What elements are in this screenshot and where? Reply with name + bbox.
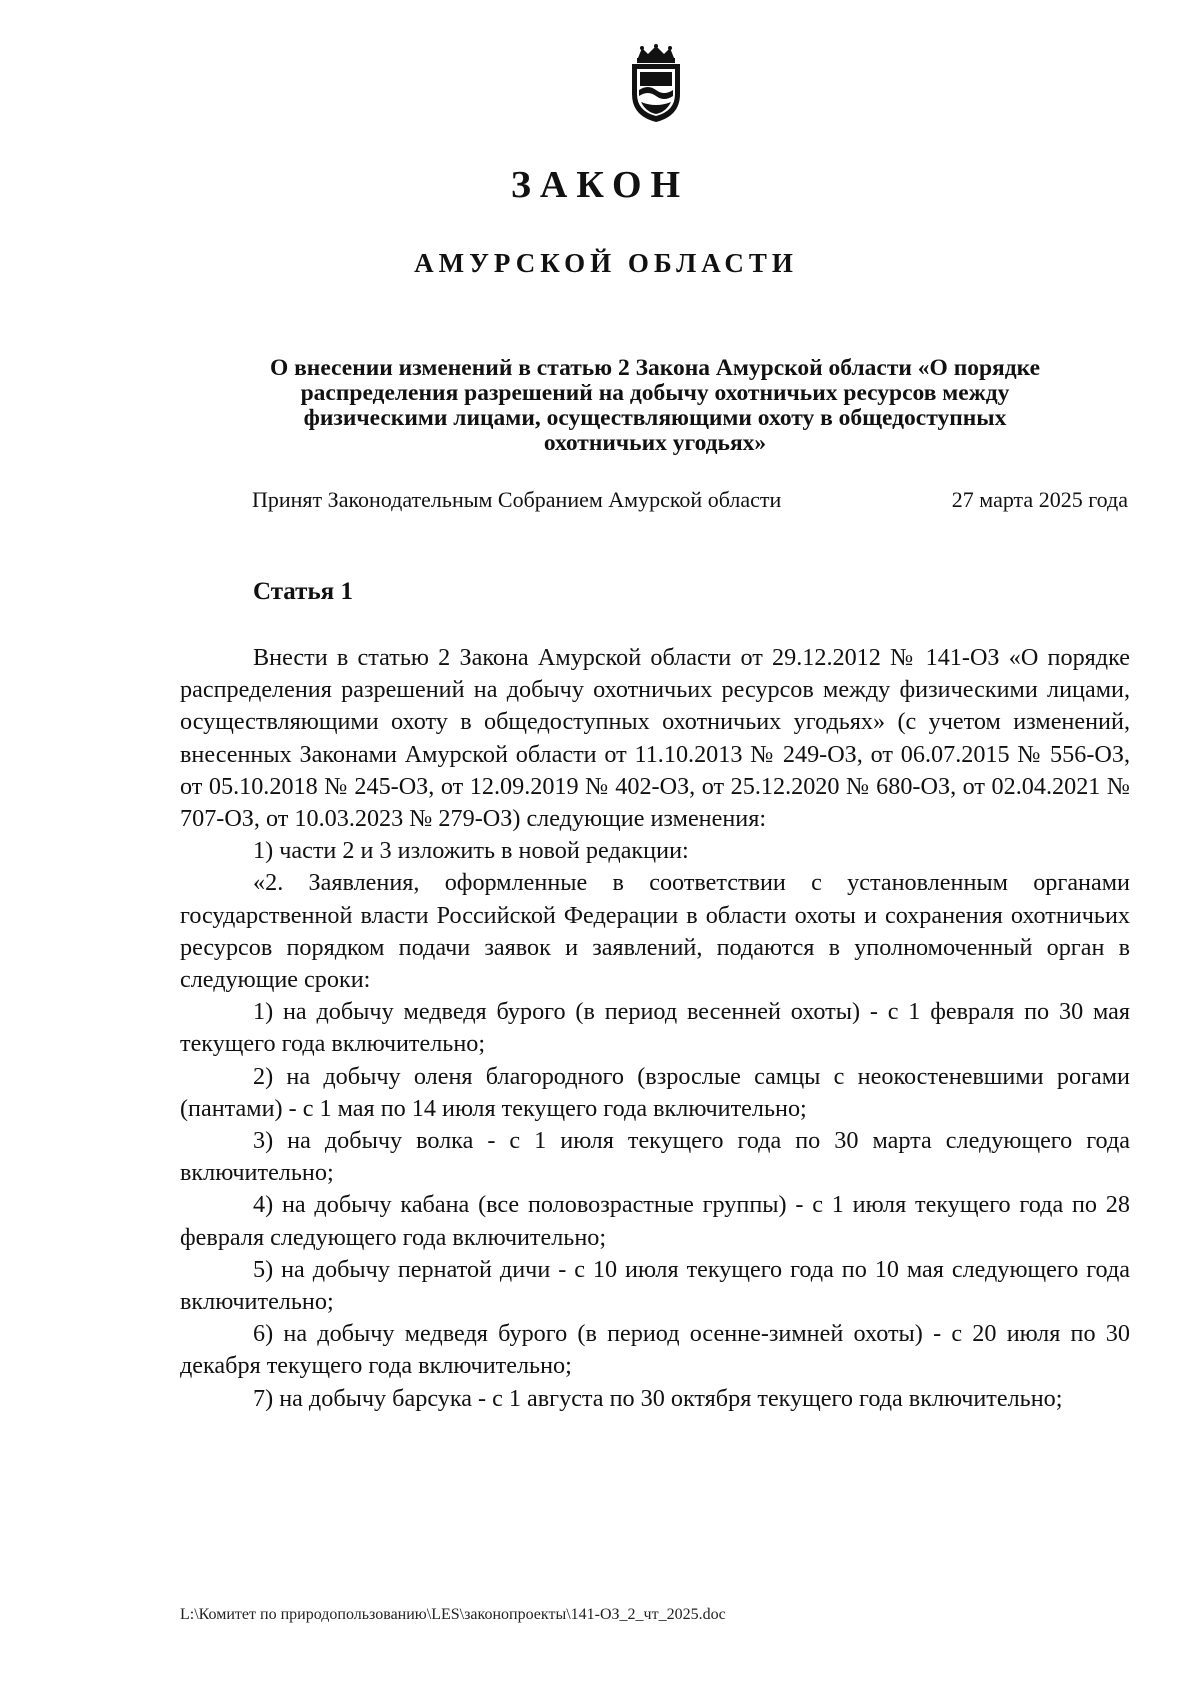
law-subject-line: О внесении изменений в статью 2 Закона Амурской области «О порядке — [269, 355, 1041, 381]
article-paragraph: Внести в статью 2 Закона Амурской области от 29.12.2012 № 141-ОЗ «О порядке распределения разрешений на добычу охотничьих ресурсов между физическими лицами, осуществляющими охоту в общедоступных охотничьих угодьях» (с учетом изменений, внесенных Законами Амурской области от 11.10.2013 № 249-ОЗ, от 06.07.2015 № 556-ОЗ, от 05.10.2018 № 245-ОЗ, от 12.09.2019 № 402-ОЗ, от 25.12.2020 № 680-ОЗ, от 02.04.2021 № 707-ОЗ, от 10.03.2023 № 279-ОЗ) следующие изменения: — [180, 644, 1130, 833]
region-title: АМУРСКОЙ ОБЛАСТИ — [414, 248, 798, 278]
article-paragraph: 6) на добычу медведя бурого (в период осенне-зимней охоты) - с 20 июля по 30 декабря текущего года включительно; — [180, 1320, 1130, 1380]
article-paragraph: 1) на добычу медведя бурого (в период весенней охоты) - с 1 февраля по 30 мая текущего года включительно; — [180, 998, 1130, 1058]
law-subject — [180, 356, 1130, 456]
article-paragraph: 2) на добычу оленя благородного (взрослые самцы с неокостеневшими рогами (пантами) - с 1 мая по 14 июля текущего года включительно; — [180, 1062, 1130, 1122]
article-paragraph: 5) на добычу пернатой дичи - с 10 июля текущего года по 10 мая следующего года включительно; — [180, 1255, 1130, 1316]
article-paragraph: 1) части 2 и 3 изложить в новой редакции: — [253, 837, 689, 865]
law-subject-line: распределения разрешений на добычу охотничьих ресурсов между — [300, 380, 1010, 406]
article-paragraph: 4) на добычу кабана (все половозрастные группы) - с 1 июля текущего года по 28 февраля следующего года включительно; — [180, 1191, 1130, 1251]
adoption-line — [252, 487, 1128, 513]
adoption-date: 27 марта 2025 года — [951, 487, 1128, 512]
article-heading: Статья 1 — [253, 578, 353, 605]
adopting-body: Принят Законодательным Собранием Амурской области — [252, 487, 782, 512]
law-subject-line: охотничьих угодьях» — [543, 430, 767, 456]
article-paragraph: «2. Заявления, оформленные в соответствии с установленным органами государственной власти Российской Федерации в области охоты и сохранения охотничьих ресурсов порядком подачи заявок и заявлений, подаются в уполномоченный орган в следующие сроки: — [180, 869, 1130, 994]
article-body — [180, 642, 1130, 1415]
law-title: ЗАКОН — [510, 164, 690, 206]
coat-of-arms-icon — [626, 44, 686, 124]
article-paragraph: 7) на добычу барсука - с 1 августа по 30 октября текущего года включительно; — [253, 1384, 1063, 1412]
law-subject-line: физическими лицами, осуществляющими охоту в общедоступных — [303, 405, 1007, 431]
file-path-footer: L:\Комитет по природопользованию\LES\законопроекты\141-ОЗ_2_чт_2025.doc — [180, 1606, 726, 1623]
article-paragraph: 3) на добычу волка - с 1 июля текущего года по 30 марта следующего года включительно; — [180, 1127, 1130, 1187]
